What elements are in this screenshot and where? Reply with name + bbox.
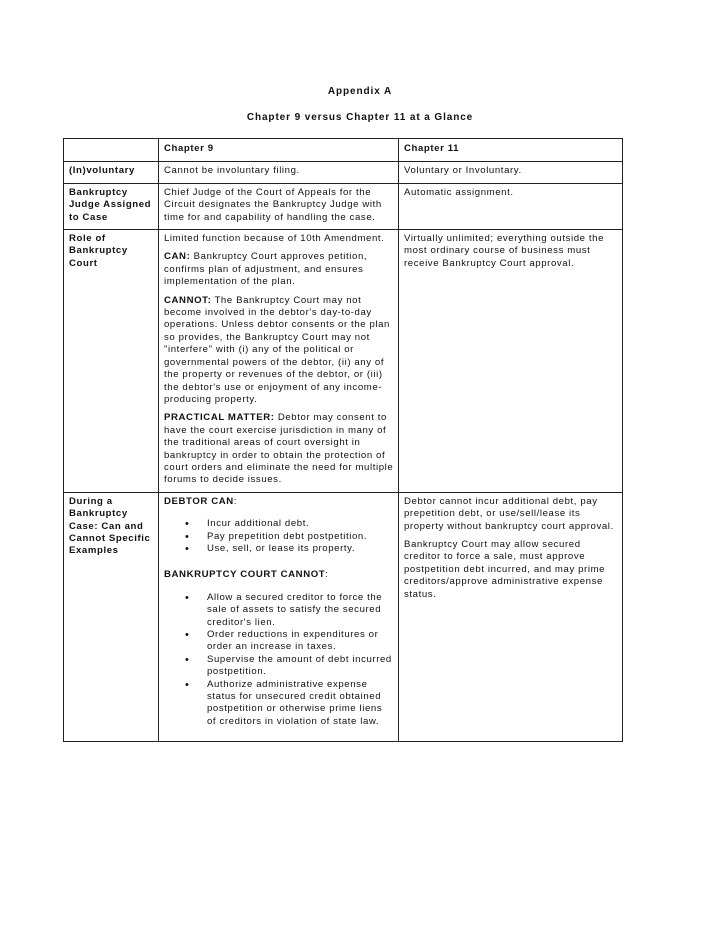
document-subtitle: Chapter 9 versus Chapter 11 at a Glance: [246, 112, 474, 123]
cell-role-ch9: [159, 230, 399, 493]
role-cannot-paragraph: [164, 295, 394, 407]
during-ch11-paragraph-1: Debtor cannot incur additional debt, pay prepetition debt, or use/sell/lease its property without bankruptcy court approval.: [404, 495, 614, 532]
role-practical-paragraph: [164, 412, 394, 486]
role-cannot-text: The Bankruptcy Court may not become involved in the debtor's day-to-day operations. Unless debtor consents or the plan so provides, the Bankruptcy Court may not "interfere" with (i) any of the political or governmental powers of the debtor, (ii) any of the property or revenues of the debtor, or (iii) the debtor's use or enjoyment of any income-producing property.: [164, 294, 390, 405]
court-cannot-list: [164, 592, 394, 728]
list-item: • Order reductions in expenditures or order an increase in taxes.: [207, 629, 394, 654]
cell-during-ch9: [159, 492, 399, 742]
list-item: • Incur additional debt.: [207, 518, 394, 530]
header-chapter-9: Chapter 9: [159, 139, 399, 162]
row-label-during: During a Bankruptcy Case: Can and Cannot Specific Examples: [64, 492, 159, 742]
cell-role-ch11: Virtually unlimited; everything outside the most ordinary course of business must receive Bankruptcy Court approval.: [399, 230, 623, 493]
debtor-can-heading: DEBTOR CAN:: [164, 495, 238, 507]
table-header-row: [64, 139, 623, 162]
cell-judge-ch9: Chief Judge of the Court of Appeals for the Circuit designates the Bankruptcy Judge with time for and capability of handling the case.: [159, 183, 399, 229]
role-practical-text: Debtor may consent to have the court exercise jurisdiction in many of the traditional areas of court oversight in bankruptcy in order to obtain the protection of court orders and eliminate the need for multiple forums to decide issues.: [164, 412, 394, 486]
role-can-paragraph: [164, 251, 394, 288]
during-ch11-paragraph-2: Bankruptcy Court may allow secured creditor to force a sale, must approve postpetition debt incurred, and may prime creditors/approve administrative expense status.: [404, 538, 606, 600]
header-chapter-11: Chapter 11: [399, 139, 623, 162]
list-item: • Pay prepetition debt postpetition.: [207, 531, 394, 543]
role-can-lead: CAN:: [164, 251, 191, 263]
list-item: • Use, sell, or lease its property.: [207, 543, 394, 555]
role-can-text: Bankruptcy Court approves petition, confirms plan of adjustment, and ensures implementation of the plan.: [164, 251, 368, 288]
cell-involuntary-ch9: Cannot be involuntary filing.: [159, 162, 399, 183]
role-intro-text: Limited function because of 10th Amendment.: [164, 233, 385, 245]
role-practical-lead: PRACTICAL MATTER:: [164, 412, 275, 424]
table-row: [64, 492, 623, 742]
table-row: [64, 183, 623, 229]
list-item: • Allow a secured creditor to force the sale of assets to satisfy the secured creditor's lien.: [207, 592, 394, 629]
debtor-can-label: DEBTOR CAN: [164, 495, 234, 507]
list-item: • Authorize administrative expense status for unsecured credit obtained postpetition or otherwise prime liens of creditors in violation of state law.: [207, 679, 394, 729]
table-row: [64, 162, 623, 183]
comparison-table: [63, 138, 623, 742]
court-cannot-heading: BANKRUPTCY COURT CANNOT:: [164, 569, 329, 581]
appendix-title: Appendix A: [327, 86, 393, 97]
row-label-role: Role of Bankruptcy Court: [64, 230, 159, 493]
header-empty-cell: [64, 139, 159, 162]
row-label-involuntary: (In)voluntary: [64, 162, 159, 183]
table-row: [64, 230, 623, 493]
court-cannot-label: BANKRUPTCY COURT CANNOT: [164, 569, 326, 581]
row-label-judge: Bankruptcy Judge Assigned to Case: [64, 183, 159, 229]
cell-during-ch11: [399, 492, 623, 742]
cell-judge-ch11: Automatic assignment.: [399, 183, 623, 229]
list-item: • Supervise the amount of debt incurred postpetition.: [207, 654, 394, 679]
role-cannot-lead: CANNOT:: [164, 294, 212, 306]
cell-involuntary-ch11: Voluntary or Involuntary.: [399, 162, 623, 183]
debtor-can-list: [164, 518, 394, 555]
